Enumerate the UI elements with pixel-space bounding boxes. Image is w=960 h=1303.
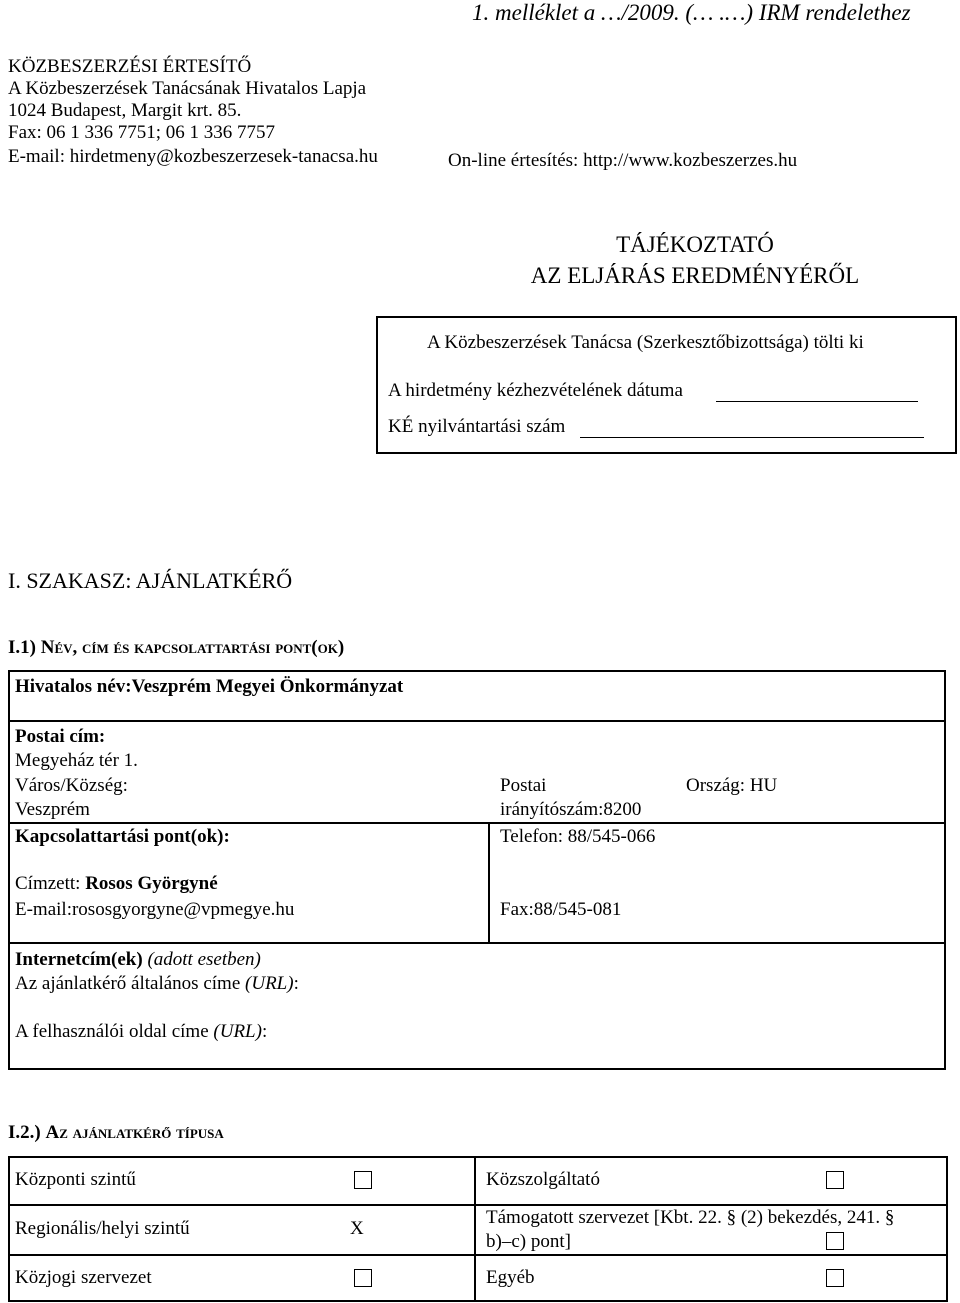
- document-title-line1: TÁJÉKOZTATÓ: [616, 232, 774, 257]
- postal-code-value: irányítószám:8200: [500, 799, 642, 820]
- document-title-line2: AZ ELJÁRÁS EREDMÉNYÉRŐL: [530, 263, 860, 288]
- country-value: Ország: HU: [686, 775, 778, 796]
- option-regional-mark[interactable]: X: [350, 1218, 364, 1239]
- buyer-url-label: A felhasználói oldal címe: [15, 1021, 214, 1042]
- publisher-address: 1024 Budapest, Margit krt. 85.: [8, 100, 242, 121]
- official-name-row: [15, 676, 403, 698]
- general-url-row: [15, 973, 299, 995]
- option-supported-checkbox[interactable]: [826, 1232, 844, 1250]
- ke-number-line: [580, 437, 924, 438]
- subsection-2-number: I.2.): [8, 1122, 46, 1143]
- option-other-checkbox[interactable]: [826, 1269, 844, 1287]
- general-url-colon: :: [293, 973, 299, 994]
- contact-table-vertical: [488, 822, 490, 942]
- postal-address-label: Postai cím:: [15, 726, 106, 747]
- contact-table-divider-3: [8, 942, 946, 944]
- phone-value: Telefon: 88/545-066: [500, 826, 656, 847]
- online-notification: On-line értesítés: http://www.kozbeszerzes.hu: [448, 150, 798, 171]
- contact-table-divider-1: [8, 720, 946, 722]
- received-date-line: [716, 401, 918, 402]
- email-value: E-mail:rososgyorgyne@vpmegye.hu: [15, 899, 295, 920]
- option-utility-label: Közszolgáltató: [486, 1169, 600, 1190]
- internet-row: [15, 949, 261, 971]
- general-url-unit: (URL): [245, 973, 294, 994]
- official-name-value: Veszprém Megyei Önkormányzat: [131, 676, 404, 697]
- contact-point-label: Kapcsolattartási pont(ok):: [15, 826, 230, 847]
- city-label: Város/Község:: [15, 775, 128, 796]
- general-url-label: Az ajánlatkérő általános címe: [15, 973, 246, 994]
- ke-number-label: KÉ nyilvántartási szám: [388, 416, 566, 437]
- buyer-type-divider-2: [8, 1254, 948, 1256]
- option-public-law-label: Közjogi szervezet: [15, 1267, 152, 1288]
- option-utility-checkbox[interactable]: [826, 1171, 844, 1189]
- buyer-url-unit: (URL): [213, 1021, 262, 1042]
- addressee-row: [15, 873, 218, 895]
- postal-code-label: Postai: [500, 775, 547, 796]
- contact-table: [8, 670, 946, 1070]
- received-date-label: A hirdetmény kézhezvételének dátuma: [388, 380, 683, 401]
- option-public-law-checkbox[interactable]: [354, 1269, 372, 1287]
- publisher-name: KÖZBESZERZÉSI ÉRTESÍTŐ: [8, 56, 252, 77]
- addressee-label: Címzett:: [15, 873, 86, 894]
- option-regional-label: Regionális/helyi szintű: [15, 1218, 190, 1239]
- internet-label: Internetcím(ek): [15, 949, 143, 970]
- postal-address-value: Megyeház tér 1.: [15, 750, 138, 771]
- subsection-2-title: Az ajánlatkérő típusa: [45, 1122, 224, 1143]
- fax-value: Fax:88/545-081: [500, 899, 622, 920]
- subsection-1-number: I.1): [8, 637, 41, 658]
- internet-note: (adott esetben): [142, 949, 261, 970]
- office-use-heading: A Közbeszerzések Tanácsa (Szerkesztőbizottsága) tölti ki: [427, 332, 864, 353]
- option-supported-label-line2: b)–c) pont]: [486, 1231, 571, 1252]
- subsection-1-title: Név, cím és kapcsolattartási pont(ok): [40, 637, 345, 658]
- publisher-email: E-mail: hirdetmeny@kozbeszerzesek-tanacsa.hu: [8, 146, 378, 167]
- publisher-subtitle: A Közbeszerzések Tanácsának Hivatalos Lapja: [8, 78, 367, 99]
- buyer-url-row: [15, 1021, 267, 1043]
- buyer-url-colon: :: [261, 1021, 268, 1042]
- addressee-value: Rosos Györgyné: [85, 873, 218, 894]
- option-supported-label-line1: Támogatott szervezet [Kbt. 22. § (2) bekezdés, 241. §: [486, 1207, 895, 1228]
- option-central-checkbox[interactable]: [354, 1171, 372, 1189]
- annex-reference: 1. melléklet a …/2009. (… .…) IRM rendelethez: [472, 0, 911, 25]
- subsection-2-heading: [8, 1122, 224, 1144]
- subsection-1-heading: [8, 637, 344, 659]
- contact-table-divider-2: [8, 822, 946, 824]
- buyer-type-divider-1: [8, 1204, 948, 1206]
- option-central-label: Központi szintű: [15, 1169, 136, 1190]
- official-name-label: Hivatalos név:: [15, 676, 132, 697]
- option-other-label: Egyéb: [486, 1267, 535, 1288]
- publisher-fax: Fax: 06 1 336 7751; 06 1 336 7757: [8, 122, 276, 143]
- city-value: Veszprém: [15, 799, 90, 820]
- section-title: I. SZAKASZ: AJÁNLATKÉRŐ: [8, 568, 293, 593]
- buyer-type-vertical: [474, 1156, 476, 1302]
